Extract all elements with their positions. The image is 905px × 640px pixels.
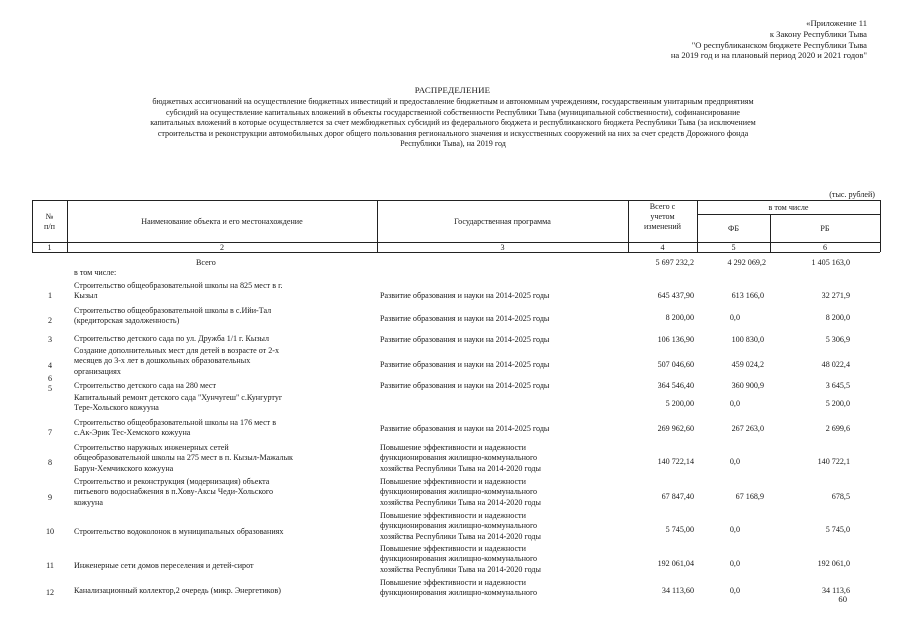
row-rb: 32 271,9 [821, 291, 850, 300]
row-total: 5 200,00 [665, 399, 694, 408]
row-program: Повышение эффективности и надежности функционирования жилищно-коммунального хозяйства Республики Тыва на 2014-2020 годы [380, 511, 541, 541]
row-number: 2 [47, 316, 53, 325]
column-number: 2 [219, 243, 225, 252]
table-border-top [32, 200, 880, 201]
subtitle-line-1: бюджетных ассигнований на осуществление бюджетных инвестиций и предоставление бюджетным и автономным учреждениям, государственным унитарным предприятиям [152, 97, 754, 106]
row-number: 5 [47, 384, 53, 393]
row-number: 9 [47, 493, 53, 502]
column-number: 5 [731, 243, 736, 252]
row-program: Развитие образования и науки на 2014-2025 годы [380, 360, 550, 369]
page-number: 60 [838, 594, 847, 604]
row-program: Развитие образования и науки на 2014-2025 годы [380, 314, 550, 323]
row-fb: 613 166,0 [731, 291, 764, 300]
row-number: 3 [47, 335, 53, 344]
row-object-name: Строительство общеобразовательной школы на 176 мест в с.Ак-Эрик Тес-Хемского кожууна [74, 418, 277, 438]
appendix-line-3: "О республиканском бюджете Республики Тыва [691, 39, 867, 50]
row-object-name: Строительство общеобразовательной школы на 825 мест в г. Кызыл [74, 281, 283, 301]
row-fb: 267 263,0 [731, 424, 764, 433]
row-fb: 360 900,9 [731, 381, 764, 390]
appendix-line-4: на 2019 год и на плановый период 2020 и 2021 годов" [670, 50, 867, 61]
column-number: 4 [660, 243, 665, 252]
appendix-reference [671, 18, 867, 61]
row-rb: 5 306,9 [825, 335, 850, 344]
row-rb: 8 200,0 [825, 313, 850, 322]
row-fb: 67 168,9 [735, 492, 764, 501]
row-fb: 0,0 [729, 313, 740, 322]
header-object-name: Наименование объекта и его местонахождение [141, 217, 303, 226]
appendix-line-1: «Приложение 11 [806, 18, 867, 28]
subtitle-line-5: Республики Тыва), на 2019 год [400, 139, 506, 149]
total-row-rb: 1 405 163,0 [811, 258, 850, 267]
row-program: Развитие образования и науки на 2014-2025 годы [380, 424, 550, 433]
row-rb: 5 200,0 [825, 399, 850, 408]
row-number: 6 [47, 374, 53, 383]
row-fb: 0,0 [729, 559, 740, 568]
total-row-total: 5 697 232,2 [655, 258, 694, 267]
row-fb: 459 024,2 [731, 360, 764, 369]
column-number: 6 [822, 243, 828, 252]
row-total: 507 046,60 [657, 360, 694, 369]
row-total: 67 847,40 [661, 492, 694, 501]
row-rb: 678,5 [831, 492, 850, 501]
total-row-label: Всего [196, 258, 216, 267]
header-program: Государственная программа [454, 217, 551, 226]
row-number: 10 [45, 527, 55, 536]
units-label: (тыс. рублей) [829, 190, 875, 199]
column-numbers-bottom-border [32, 252, 880, 253]
row-rb: 34 113,6 [821, 586, 850, 595]
row-total: 645 437,90 [657, 291, 694, 300]
row-fb: 100 830,0 [731, 335, 764, 344]
header-subdivider [697, 214, 880, 215]
row-program: Повышение эффективности и надежности функционирования жилищно-коммунального хозяйства Республики Тыва на 2014-2020 годы [380, 477, 541, 507]
row-object-name: Инженерные сети домов переселения и детей-сирот [74, 561, 254, 570]
row-total: 192 061,04 [657, 559, 694, 568]
subtitle-line-4: строительства и реконструкции автомобильных дорог общего пользования регионального значения и искусственных сооружений на них за счет средств Дорожного фонда [157, 128, 749, 138]
row-total: 364 546,40 [657, 381, 694, 390]
row-object-name: Строительство общеобразовательной школы в с.Ийи-Тал (кредиторская задолженность) [74, 306, 272, 326]
subtitle-line-2: субсидий на осуществление капитальных вложений в объекты государственной собственности Республики Тыва (муниципальной собственности), софинансирование [165, 107, 741, 117]
row-total: 269 962,60 [657, 424, 694, 433]
document-title: РАСПРЕДЕЛЕНИЕ [414, 85, 491, 95]
column-number: 3 [500, 243, 505, 252]
header-total: Всего с учетом изменений [643, 202, 682, 231]
row-total: 106 136,90 [657, 335, 694, 344]
row-program: Развитие образования и науки на 2014-2025 годы [380, 335, 550, 344]
appendix-line-2: к Закону Республики Тыва [769, 28, 867, 39]
row-number: 8 [47, 458, 53, 467]
row-number: 12 [45, 588, 55, 597]
row-total: 8 200,00 [665, 313, 694, 322]
row-total: 5 745,00 [665, 525, 694, 534]
header-rb: РБ [820, 224, 830, 233]
row-rb: 192 061,0 [817, 559, 850, 568]
row-object-name: Строительство и реконструкция (модернизация) объекта питьевого водоснабжения в п.Хову-Аксы Чеди-Хольского кожууна [74, 477, 274, 507]
row-object-name: Строительство детского сада на 280 мест [74, 381, 217, 390]
row-fb: 0,0 [729, 457, 740, 466]
row-program: Развитие образования и науки на 2014-2025 годы [380, 291, 550, 300]
row-number: 4 [47, 361, 53, 370]
header-number: № п/п [44, 212, 55, 231]
row-rb: 2 699,6 [825, 424, 850, 433]
including-label: в том числе: [74, 268, 117, 277]
column-number: 1 [47, 243, 52, 252]
row-rb: 48 022,4 [821, 360, 850, 369]
row-rb: 3 645,5 [825, 381, 850, 390]
row-number: 11 [46, 561, 54, 570]
subtitle-line-3: капитальных вложений в которые осуществляется за счет межбюджетных субсидий из федерального бюджета и республиканского бюджета Республики Тыва (за исключением [150, 118, 756, 128]
row-number: 7 [47, 428, 53, 437]
row-total: 140 722,14 [657, 457, 694, 466]
row-object-name: Строительство наружных инженерных сетей общеобразовательной школы на 275 мест в п. Кызыл-Мажалык Барун-Хемчикского кожууна [74, 443, 293, 473]
row-program: Развитие образования и науки на 2014-2025 годы [380, 381, 550, 390]
row-program: Повышение эффективности и надежности функционирования жилищно-коммунального хозяйства Республики Тыва на 2014-2020 годы [380, 544, 541, 574]
row-rb: 140 722,1 [817, 457, 850, 466]
row-object-name: Канализационный коллектор,2 очередь (микр. Энергетиков) [74, 586, 281, 595]
row-fb: 0,0 [729, 586, 740, 595]
row-fb: 0,0 [729, 525, 740, 534]
row-rb: 5 745,0 [825, 525, 850, 534]
total-row-fb: 4 292 069,2 [727, 258, 766, 267]
row-total: 34 113,60 [661, 586, 694, 595]
row-object-name: Строительство детского сада по ул. Дружба 1/1 г. Кызыл [74, 334, 270, 343]
document-subtitle [28, 97, 878, 150]
header-including: в том числе [768, 203, 809, 212]
row-object-name: Капитальный ремонт детского сада "Хунчугеш" с.Кунгуртуг Тере-Хольского кожууна [74, 393, 283, 413]
header-fb: ФБ [727, 224, 740, 233]
row-program: Повышение эффективности и надежности функционирования жилищно-коммунального хозяйства Республики Тыва на 2014-2020 годы [380, 443, 541, 473]
col-divider-right [880, 200, 881, 252]
row-number: 1 [47, 291, 53, 300]
row-fb: 0,0 [729, 399, 740, 408]
row-object-name: Создание дополнительных мест для детей в возрасте от 2-х месяцев до 3-х лет в дошкольных образовательных организациях [74, 346, 280, 376]
row-object-name: Строительство водоколонок в муниципальных образованиях [74, 527, 284, 536]
row-program: Повышение эффективности и надежности функционирования жилищно-коммунального [380, 578, 538, 598]
